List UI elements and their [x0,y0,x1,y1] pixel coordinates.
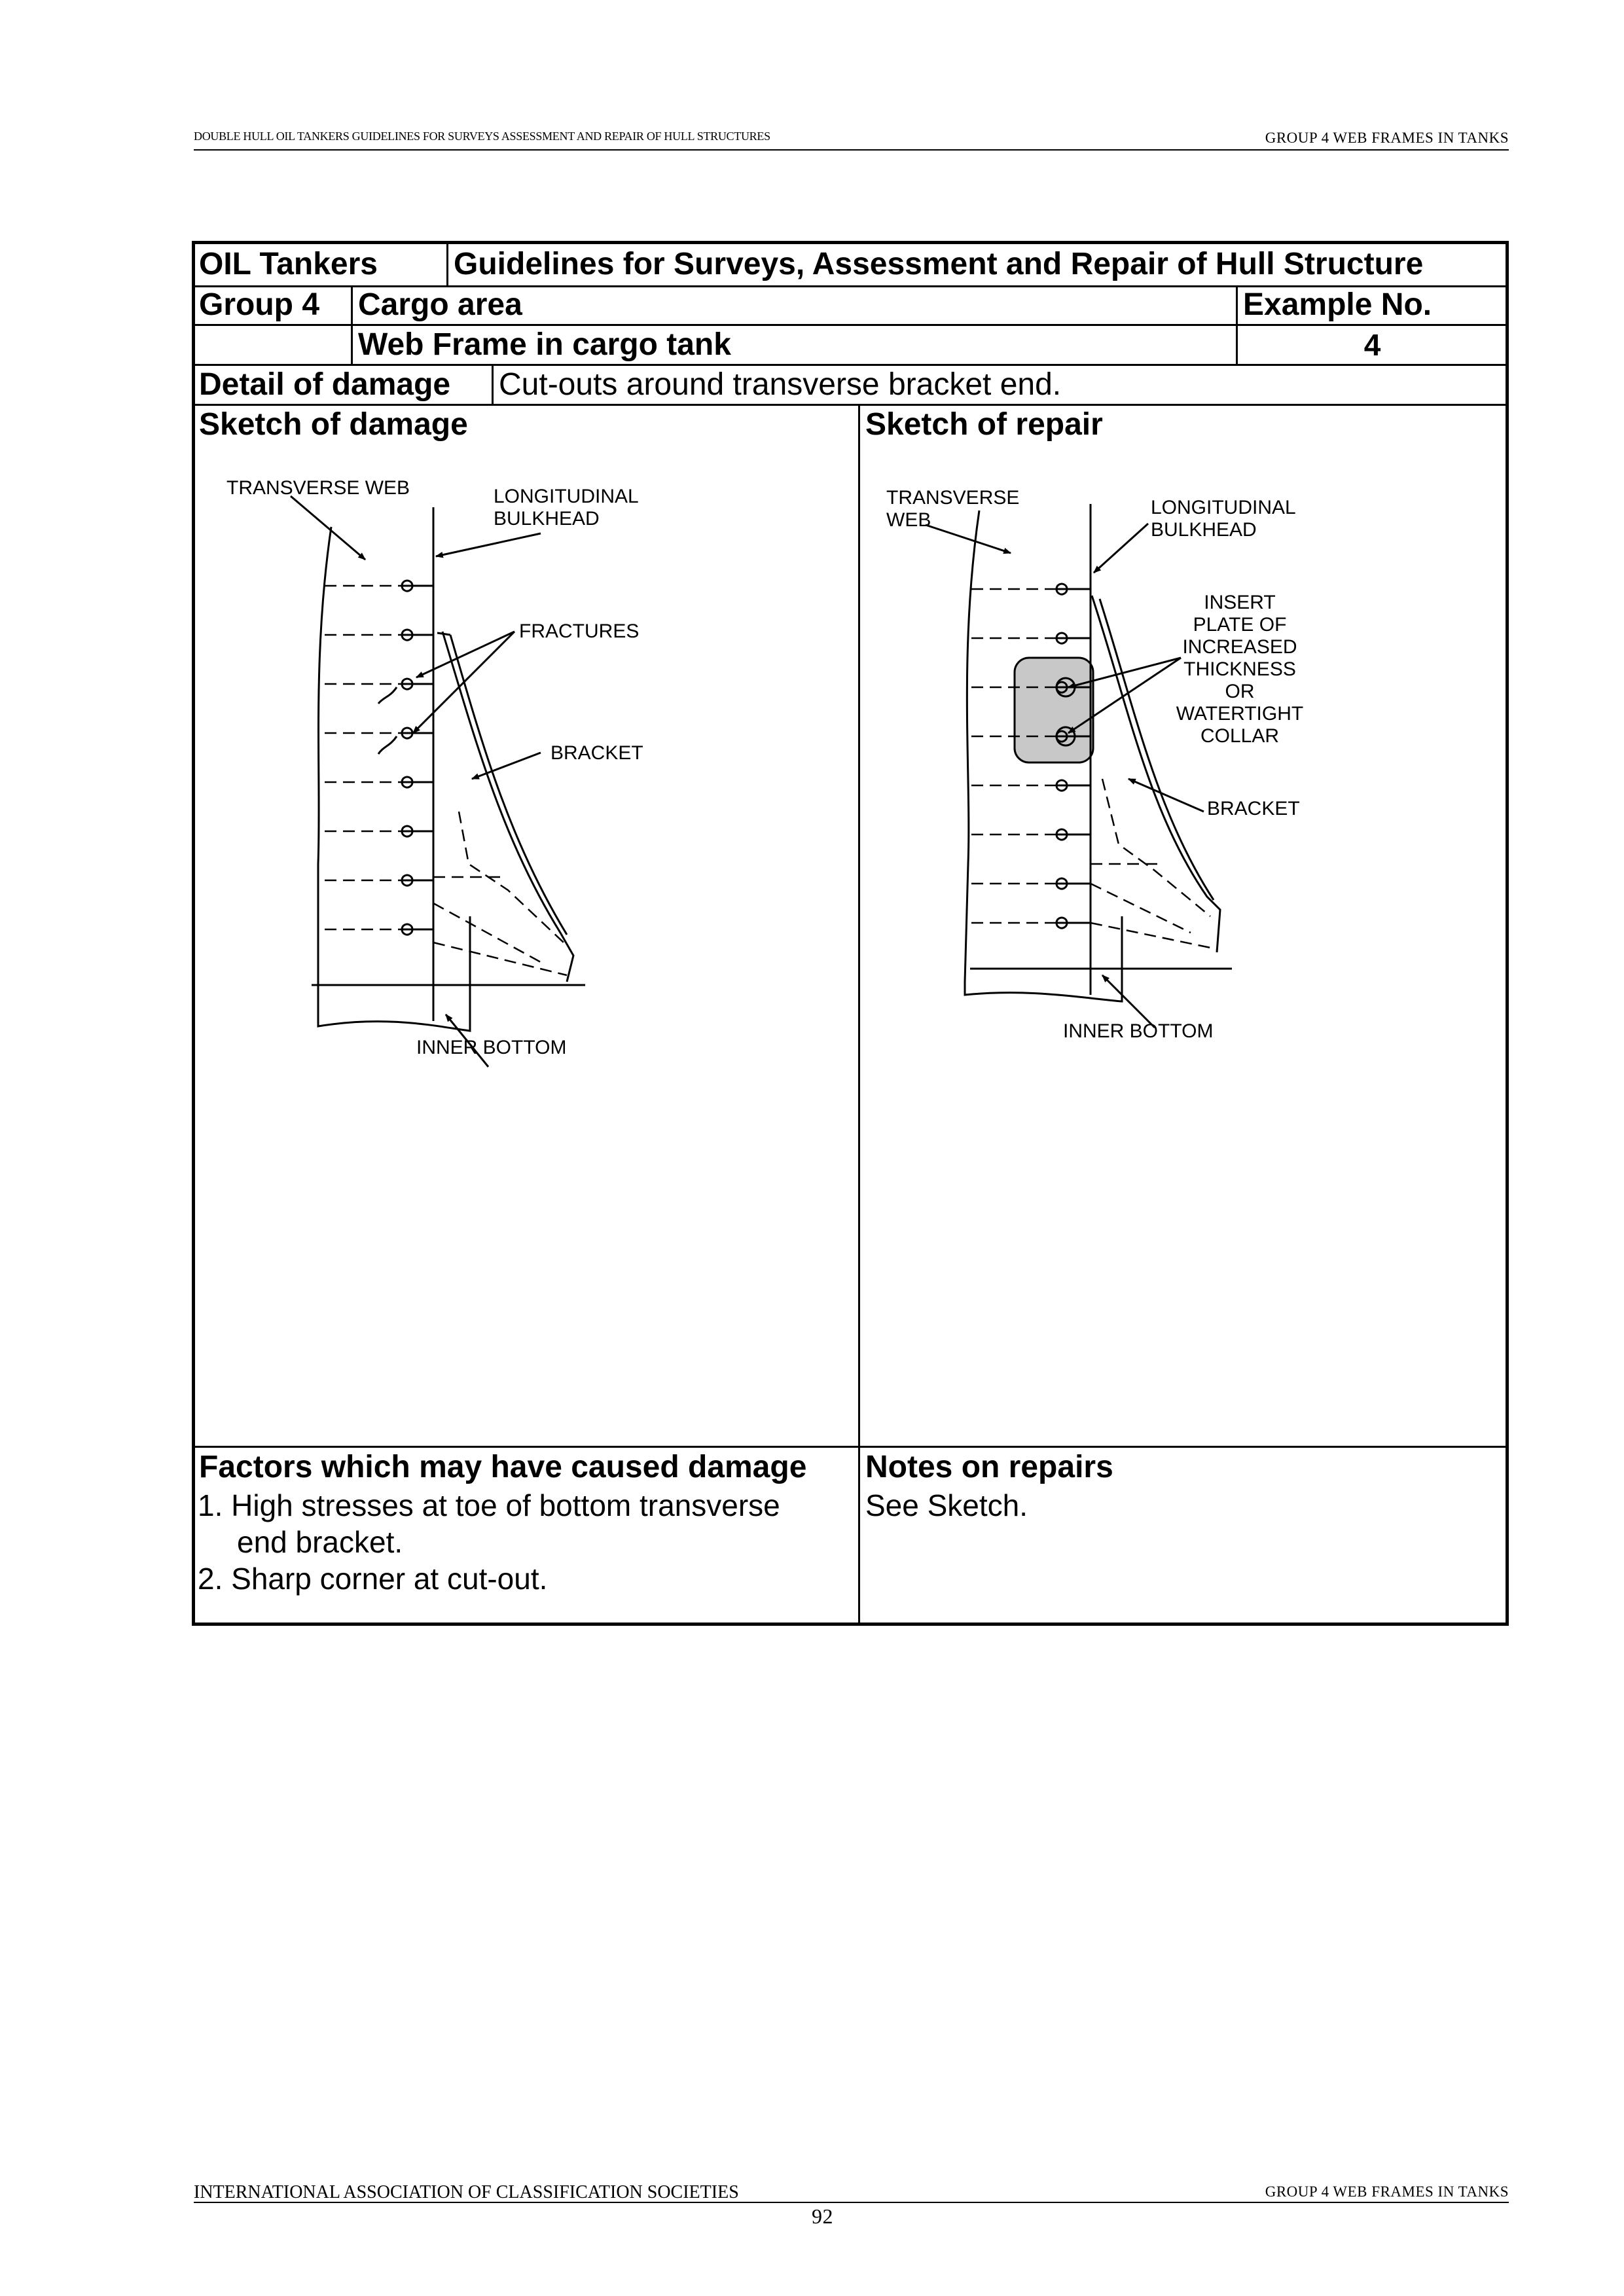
longitudinal-stiffeners [378,581,433,935]
header-rule [194,149,1509,151]
factor-1-cont: end bracket. [237,1525,403,1559]
page-number: 92 [812,2204,833,2228]
fracture-leader-1 [416,632,514,677]
bulkhead-leader [436,533,541,556]
label-insert-3: INCREASED [1182,636,1297,658]
web-bottom-edge [318,916,470,1031]
group-cell: Group 4 [199,287,320,322]
label-insert-group [1176,592,1303,747]
bracket-top [437,633,450,635]
label-inner-bottom: INNER BOTTOM [1063,1020,1214,1042]
label-longitudinal-bulkhead-1: LONGITUDINAL [1151,497,1296,518]
label-transverse-web: TRANSVERSE WEB [226,477,410,499]
notes-label: Notes on repairs [865,1450,1113,1484]
notes-text: See Sketch. [865,1488,1028,1522]
damage-sketch [194,445,856,1100]
label-longitudinal-bulkhead-1: LONGITUDINAL [494,486,639,507]
ship-type-cell: OIL Tankers [199,247,378,281]
fracture-mark-2 [378,736,397,754]
label-bracket: BRACKET [550,742,643,764]
web-bottom-edge [965,916,1122,1001]
label-insert-5: OR [1225,681,1255,702]
running-header-right: GROUP 4 WEB FRAMES IN TANKS [1265,130,1509,146]
insert-plate [1015,658,1093,762]
running-header-left: DOUBLE HULL OIL TANKERS GUIDELINES FOR SURVEYS ASSESSMENT AND REPAIR OF HULL STRUCTURES [194,130,770,143]
factors-label: Factors which may have caused damage [199,1450,807,1484]
repair-sketch [860,445,1507,1100]
sketch-repair-label: Sketch of repair [865,407,1103,442]
fracture-mark-1 [378,687,397,704]
label-longitudinal-bulkhead-2: BULKHEAD [1151,519,1257,541]
transverse-web-edge [965,511,979,982]
bulkhead-leader [1094,524,1148,573]
label-insert-2: PLATE OF [1193,614,1287,636]
example-number-cell: 4 [1363,328,1381,362]
label-insert-1: INSERT [1204,592,1276,613]
label-bracket: BRACKET [1207,798,1300,819]
label-transverse-web-2: WEB [886,509,931,531]
location-cell: Web Frame in cargo tank [358,327,731,362]
example-label-cell: Example No. [1243,287,1432,322]
label-fractures: FRACTURES [519,620,640,642]
transverse-web-edge [318,527,331,1014]
bracket-leader [472,753,541,779]
label-insert-7: COLLAR [1200,725,1280,747]
area-cell: Cargo area [358,287,522,322]
transverse-web-leader [926,525,1011,553]
detail-label-cell: Detail of damage [199,367,451,402]
label-longitudinal-bulkhead-2: BULKHEAD [494,508,600,529]
label-insert-6: WATERTIGHT [1176,703,1304,725]
footer-right: GROUP 4 WEB FRAMES IN TANKS [1265,2183,1509,2200]
detail-value-cell: Cut-outs around transverse bracket end. [499,367,1062,402]
label-inner-bottom: INNER BOTTOM [416,1037,567,1058]
factor-2: 2. Sharp corner at cut-out. [198,1562,548,1596]
guideline-title-cell: Guidelines for Surveys, Assessment and Repair of Hull Structure [454,247,1424,281]
fracture-leader-2 [413,632,514,733]
sketch-damage-label: Sketch of damage [199,407,468,442]
label-insert-4: THICKNESS [1183,658,1296,680]
factor-1: 1. High stresses at toe of bottom transverse [198,1488,780,1522]
stiffener-dashes [971,589,1217,949]
inner-bottom-leader [1102,975,1155,1028]
footer-left: INTERNATIONAL ASSOCIATION OF CLASSIFICATION SOCIETIES [194,2182,739,2202]
label-transverse-web-1: TRANSVERSE [886,487,1020,509]
